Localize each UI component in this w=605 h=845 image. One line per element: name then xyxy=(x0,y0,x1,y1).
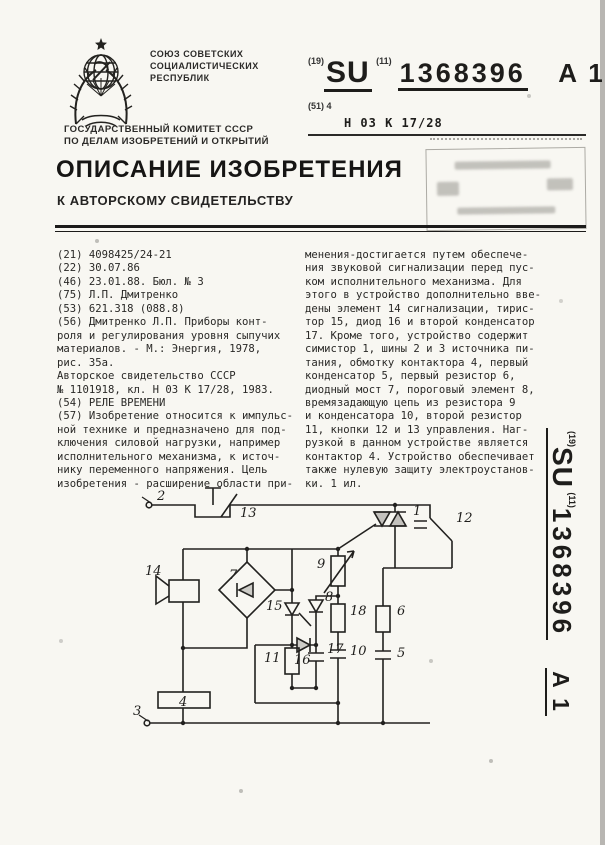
bibliography-and-abstract-left-column: (21) 4098425/24-21 (22) 30.07.86 (46) 23.01.88. Бюл. № 3 (75) Л.П. Дмитренко (53) 621.318 (088.8) (56) Дмитренко Л.П. Приборы конт- роля и регулирования уровня сыпучих материалов. - М.: Энергия, 1978, рис. 35а. Авторское свидетельство СССР № 1101918, кл. Н 03 К 17/28, 1983. (54) РЕЛЕ ВРЕМЕНИ (57) Изобретение относится к импульс- ной технике и предназначено для под- ключения силовой нагрузки, например исполнительного механизма, к источ- нику переменного напряжения. Цель изобретения - расширение области при- xyxy=(57,249,293,490)
abstract-right-column: менения-достигается путем обеспече- ния звуковой сигнализации перед пус- ком исполнительного механизма. Для этого в устройство дополнительно вве- дены элемент 14 сигнализации, тирис- тор 15, диод 16 и второй конденсатор 17. Кроме того, устройство содержит симистор 1, шины 2 и 3 источника пи- тания, обмотку контактора 4, первый конденсатор 5, первый резистор 6, диодный мост 7, пороговый элемент 8, времязадающую цепь из резистора 9 и конденсатора 10, второй резистор 11, кнопки 12 и 13 управления. Наг- рузкой в данном устройстве является контактор 4. Устройство обеспечивает также нулевую защиту электроустанов- ки. 1 ил. xyxy=(305,249,541,490)
code-19-label: (19) xyxy=(308,56,325,66)
country-code: SU xyxy=(324,56,372,92)
sidebar-code-19: (19) xyxy=(567,431,577,448)
ussr-coat-of-arms xyxy=(64,36,138,132)
publication-number: 1368396 xyxy=(398,58,528,91)
label-thyristor-15: 15 xyxy=(266,599,283,614)
ipc-classification xyxy=(308,101,586,136)
label-resistor-6: 6 xyxy=(397,604,406,619)
label-bus-3: 3 xyxy=(133,704,142,719)
label-capacitor-10: 10 xyxy=(350,644,367,659)
official-stamp xyxy=(425,147,586,231)
sidebar-kind: А 1 xyxy=(545,668,574,716)
label-resistor-9: 9 xyxy=(317,557,326,572)
label-bus-2: 2 xyxy=(157,489,166,504)
label-resistor-18: 18 xyxy=(350,604,367,619)
label-capacitor-5: 5 xyxy=(397,646,406,661)
ipc-label: (51) 4 xyxy=(308,101,332,111)
triac-gate-wire xyxy=(338,524,376,549)
document-title: ОПИСАНИЕ ИЗОБРЕТЕНИЯ xyxy=(56,156,403,183)
label-threshold-8: 8 xyxy=(325,590,334,605)
button-13-symbol xyxy=(205,488,237,517)
sidebar-number: 1368396 xyxy=(547,507,577,638)
label-capacitor-17: 17 xyxy=(327,642,344,657)
scan-noise xyxy=(0,0,2,2)
sidebar-document-number xyxy=(546,428,578,716)
kind-code: А 1 xyxy=(558,58,605,88)
triac-1-symbol xyxy=(374,512,390,526)
double-rule xyxy=(55,225,586,232)
thyristor-15-symbol xyxy=(285,603,299,615)
resistor-18-symbol xyxy=(331,604,345,632)
circuit-diagram-figure xyxy=(128,470,480,740)
label-button-13: 13 xyxy=(240,506,257,521)
document-codes xyxy=(308,56,605,90)
document-subtitle: К АВТОРСКОМУ СВИДЕТЕЛЬСТВУ xyxy=(57,193,294,208)
label-signal-14: 14 xyxy=(145,564,162,579)
committee-name: ГОСУДАРСТВЕННЫЙ КОМИТЕТ СССР ПО ДЕЛАМ ИЗОБРЕТЕНИЙ И ОТКРЫТИЙ xyxy=(64,124,269,147)
resistor-6-symbol xyxy=(376,606,390,632)
label-button-12: 12 xyxy=(456,511,473,526)
label-diode-16: 16 xyxy=(294,653,311,668)
sidebar-code-11: (11) xyxy=(567,492,577,508)
star-icon xyxy=(95,38,107,50)
stamp-dashed-line xyxy=(430,138,582,140)
label-bridge-7: 7 xyxy=(229,568,238,583)
label-coil-4: 4 xyxy=(179,695,188,710)
ipc-code: Н 03 К 17/28 xyxy=(343,116,443,130)
label-resistor-11: 11 xyxy=(264,651,281,666)
button-12-symbol xyxy=(414,518,452,568)
sidebar-country: SU xyxy=(547,447,578,488)
figure-labels xyxy=(133,489,473,719)
threshold-8-symbol xyxy=(309,600,323,612)
label-triac-1: 1 xyxy=(413,504,422,519)
union-name: СОЮЗ СОВЕТСКИХ СОЦИАЛИСТИЧЕСКИХ РЕСПУБЛИК xyxy=(150,49,259,83)
signal-element-14-symbol xyxy=(169,580,199,602)
code-11-label: (11) xyxy=(376,56,392,66)
